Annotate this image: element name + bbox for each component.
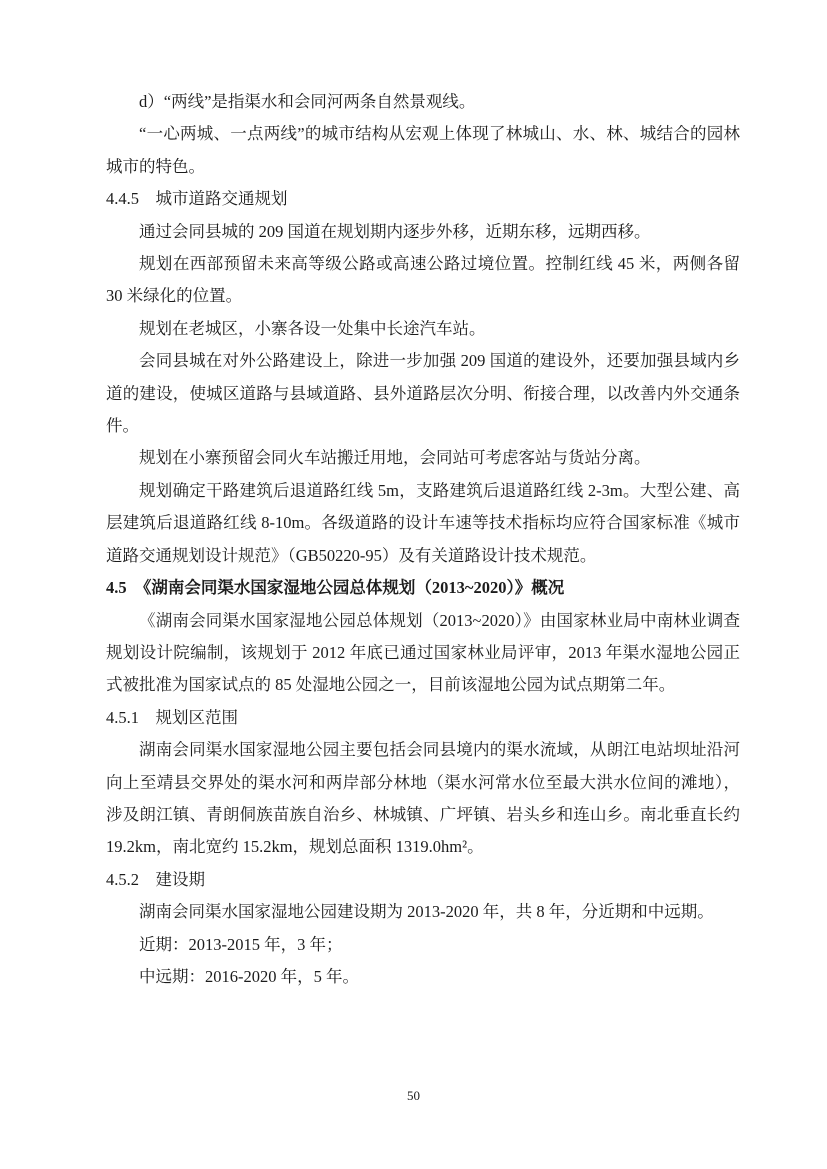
section-heading-4-4-5: 4.4.5 城市道路交通规划 — [106, 189, 288, 209]
page-number: 50 — [407, 1088, 420, 1103]
section-heading-4-5: 4.5 《湖南会同渠水国家湿地公园总体规划（2013~2020）》概况 — [106, 578, 565, 598]
paragraph: 通过会同县城的 209 国道在规划期内逐步外移，近期东移，远期西移。 — [139, 221, 651, 241]
paragraph: 湖南会同渠水国家湿地公园建设期为 2013-2020 年，共 8 年，分近期和中远期。 — [139, 902, 714, 922]
paragraph: d）“两线”是指渠水和会同河两条自然景观线。 — [139, 92, 476, 111]
section-heading-4-5-1: 4.5.1 规划区范围 — [106, 707, 238, 727]
paragraph: 中远期：2016-2020 年，5 年。 — [139, 966, 359, 986]
paragraph: 湖南会同渠水国家湿地公园主要包括会同县境内的渠水流域，从朗江电站坝址沿河向上至靖县交界处的渠水河和两岸部分林地（渠水河常水位至最大洪水位间的滩地），涉及朗江镇、青朗侗族苗族自治乡、林城镇、广坪镇、岩头乡和连山乡。南北垂直长约 19.2km，南北宽约 15.2km，规划总面积 1319.0hm²。 — [106, 740, 740, 857]
paragraph: 规划在小寨预留会同火车站搬迁用地，会同站可考虑客站与货站分离。 — [139, 448, 651, 468]
paragraph: 《湖南会同渠水国家湿地公园总体规划（2013~2020）》由国家林业局中南林业调查规划设计院编制，该规划于 2012 年底已通过国家林业局评审，2013 年渠水湿地公园正式被批准为国家试点的 85 处湿地公园之一，目前该湿地公园为试点期第二年。 — [106, 610, 740, 695]
paragraph: 近期：2013-2015 年，3 年； — [139, 934, 343, 954]
document-content — [106, 86, 740, 993]
paragraph: 规划确定干路建筑后退道路红线 5m，支路建筑后退道路红线 2-3m。大型公建、高层建筑后退道路红线 8-10m。各级道路的设计车速等技术指标均应符合国家标准《城市道路交通规划设计规范》（GB50220-95）及有关道路设计技术规范。 — [106, 480, 740, 565]
section-heading-4-5-2: 4.5.2 建设期 — [106, 869, 205, 889]
paragraph: 会同县城在对外公路建设上，除进一步加强 209 国道的建设外，还要加强县域内乡道的建设，使城区道路与县域道路、县外道路层次分明、衔接合理，以改善内外交通条件。 — [106, 351, 740, 436]
paragraph: 规划在西部预留未来高等级公路或高速公路过境位置。控制红线 45 米，两侧各留 30 米绿化的位置。 — [106, 254, 740, 306]
paragraph: 规划在老城区，小寨各设一处集中长途汽车站。 — [139, 318, 486, 338]
paragraph: “一心两城、一点两线”的城市结构从宏观上体现了林城山、水、林、城结合的园林城市的特色。 — [106, 124, 740, 176]
